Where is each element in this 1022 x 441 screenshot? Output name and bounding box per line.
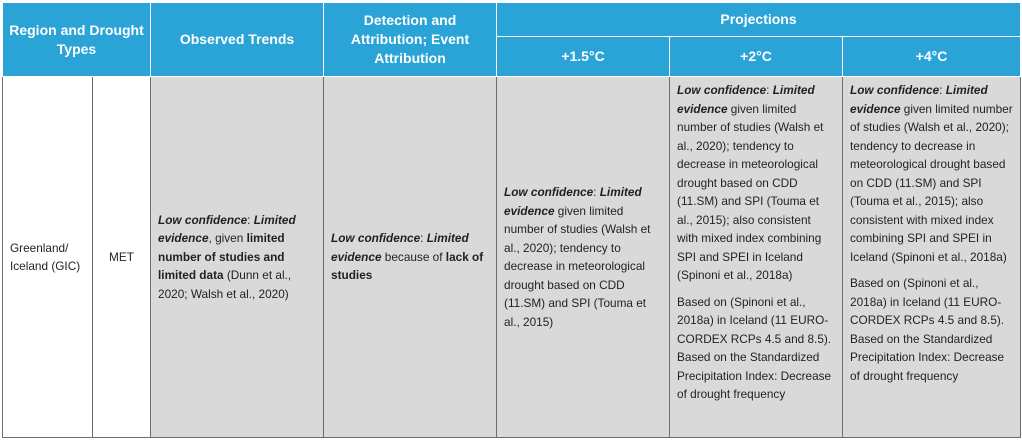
text-fragment: : xyxy=(939,83,946,97)
text-fragment: (Dunn et al., 2020; Walsh et al., 2020) xyxy=(158,268,292,301)
text-fragment: given limited number of studies (Walsh et al., 2020); tendency to decrease in meteorological drought based on CDD (11.SM) and SPI (Touma et al., 2015); also consistent with mixed index combining SPI and SPEI in Iceland (Spinoni et al., 2018a) xyxy=(850,101,1013,264)
reason-label: limited number of studies and limited data xyxy=(158,231,285,283)
text-fragment: : xyxy=(593,185,600,199)
evidence-label: Limited evidence xyxy=(158,212,296,246)
confidence-label: Low confidence xyxy=(850,83,940,97)
projection-paragraph xyxy=(677,81,835,285)
evidence-label: Limited evidence xyxy=(504,185,642,218)
projection-2-cell xyxy=(670,77,843,438)
text-fragment: given limited number of studies (Walsh et al., 2020); tendency to decrease in meteorological drought based on CDD (11.SM) and SPI (Touma et al., 2015); also consistent with mixed index combining SPI and SPEI in Iceland (Spinoni et al., 2018a) xyxy=(677,101,824,282)
header-projections: Projections xyxy=(497,3,1021,37)
projection-1-5-cell xyxy=(497,77,670,438)
text-fragment: : xyxy=(247,212,254,227)
text-fragment: , given xyxy=(208,231,247,246)
header-proj-1-5: +1.5°C xyxy=(497,37,670,77)
projection-basis-paragraph: Based on (Spinoni et al., 2018a) in Iceland (11 EURO-CORDEX RCPs 4.5 and 8.5). Based on the Standardized Precipitation Index: Decrease of drought frequency xyxy=(850,276,1005,383)
header-proj-2: +2°C xyxy=(670,37,843,77)
drought-type-cell: MET xyxy=(93,77,151,438)
projection-basis-paragraph: Based on (Spinoni et al., 2018a) in Iceland (11 EURO-CORDEX RCPs 4.5 and 8.5). Based on the Standardized Precipitation Index: Decrease of drought frequency xyxy=(677,294,832,401)
text-fragment: given limited number of studies (Walsh et al., 2020); tendency to decrease in meteorological drought based on CDD (11.SM) and SPI (Touma et al., 2015) xyxy=(504,203,651,329)
header-detection-attribution: Detection and Attribution; Event Attribution xyxy=(324,3,497,77)
observed-trends-cell xyxy=(151,77,324,438)
confidence-label: Low confidence xyxy=(504,185,594,199)
text-fragment: because of xyxy=(381,249,446,264)
confidence-label: Low confidence xyxy=(331,231,421,246)
table-row xyxy=(3,77,1021,438)
evidence-label: Limited evidence xyxy=(850,83,988,116)
confidence-label: Low confidence xyxy=(158,212,248,227)
header-observed-trends: Observed Trends xyxy=(151,3,324,77)
reason-label: lack of studies xyxy=(331,249,484,283)
confidence-label: Low confidence xyxy=(677,83,767,97)
projection-4-cell xyxy=(843,77,1021,438)
evidence-label: Limited evidence xyxy=(331,231,469,264)
header-proj-4: +4°C xyxy=(843,37,1021,77)
text-fragment: : xyxy=(766,83,773,97)
detection-attribution-cell xyxy=(324,77,497,438)
drought-assessment-table xyxy=(2,2,1021,438)
projection-paragraph xyxy=(850,81,1013,266)
region-cell: Greenland/ Iceland (GIC) xyxy=(3,77,93,438)
evidence-label: Limited evidence xyxy=(677,83,815,116)
text-fragment: : xyxy=(420,231,427,246)
header-region: Region and Drought Types xyxy=(3,3,151,77)
